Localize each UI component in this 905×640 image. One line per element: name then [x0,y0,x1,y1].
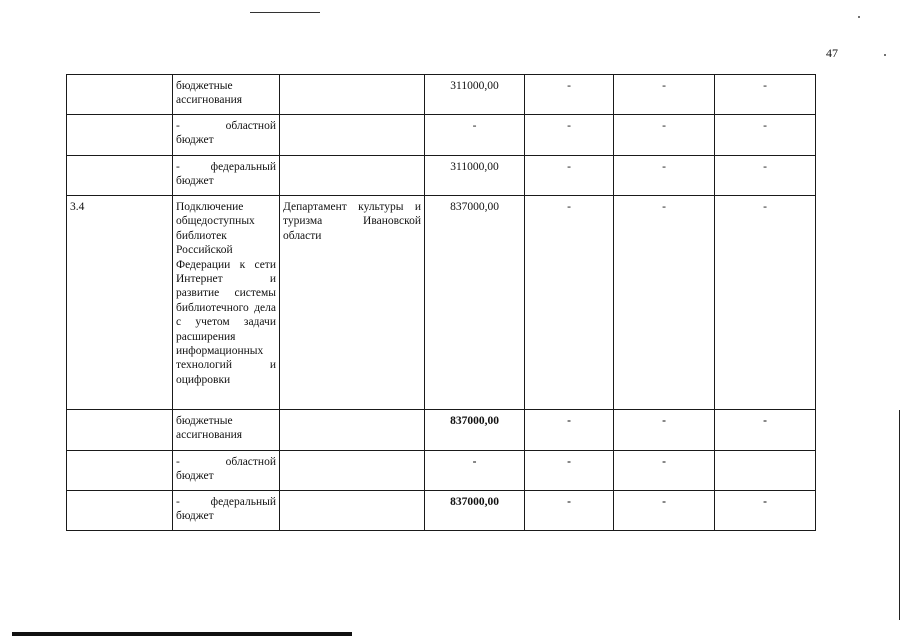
value-cell: - [715,196,816,410]
scan-speck [884,54,886,56]
scan-speck [858,16,860,18]
amount-cell: 311000,00 [425,156,525,196]
table-row [67,75,816,115]
item-label-cell [173,156,280,196]
table-row [67,491,816,531]
label-dash: - [176,120,180,132]
label-word: федеральный [210,161,276,173]
label-word: федеральный [210,496,276,508]
responsible-cell [280,75,425,115]
label-word: областной [225,456,276,468]
label-rest: бюджет [176,175,214,188]
value-cell: - [525,156,614,196]
item-label-cell [173,451,280,491]
responsible-cell [280,491,425,531]
value-cell: - [715,491,816,531]
item-label-cell: бюджетные ассигнования [173,410,280,451]
table-row [67,451,816,491]
item-number-cell [67,156,173,196]
scan-bottom-bar [12,632,352,636]
responsible-cell: Департамент культуры и туризма Ивановской области [280,196,425,410]
item-number-cell [67,115,173,156]
value-cell: - [715,156,816,196]
item-number-cell [67,491,173,531]
table-row [67,115,816,156]
amount-cell: 837000,00 [425,196,525,410]
value-cell: - [525,75,614,115]
value-cell: - [525,451,614,491]
value-cell: - [525,196,614,410]
label-word: областной [225,120,276,132]
item-number-cell [67,75,173,115]
amount-cell: 311000,00 [425,75,525,115]
value-cell: - [715,410,816,451]
value-cell: - [614,196,715,410]
amount-cell: - [425,115,525,156]
label-rest: бюджет [176,510,214,523]
label-rest: бюджет [176,134,214,147]
label-dash: - [176,456,180,468]
table-row [67,196,816,410]
responsible-cell [280,156,425,196]
value-cell: - [614,410,715,451]
table-row [67,156,816,196]
header-rule [250,12,320,13]
value-cell: - [525,491,614,531]
item-label-cell: Подключение общедоступных библиотек Российской Федерации к сети Интернет и развитие системы библиотечного дела с учетом задачи расширения информационных технологий и оцифровки [173,196,280,410]
value-cell: - [614,115,715,156]
item-label-cell: бюджетные ассигнования [173,75,280,115]
item-label-cell [173,115,280,156]
label-dash: - [176,161,180,173]
item-number-cell [67,410,173,451]
item-number-cell [67,451,173,491]
responsible-cell [280,410,425,451]
responsible-cell [280,115,425,156]
item-number-cell: 3.4 [67,196,173,410]
table-row [67,410,816,451]
item-label-cell [173,491,280,531]
value-cell: - [614,156,715,196]
value-cell: - [525,115,614,156]
responsible-cell [280,451,425,491]
value-cell: - [715,115,816,156]
value-cell: - [614,75,715,115]
value-cell: - [614,451,715,491]
value-cell: - [525,410,614,451]
amount-cell: 837000,00 [425,410,525,451]
label-rest: бюджет [176,470,214,483]
value-cell: - [715,75,816,115]
label-dash: - [176,496,180,508]
value-cell [715,451,816,491]
page-number: 47 [826,46,838,60]
value-cell: - [614,491,715,531]
amount-cell: - [425,451,525,491]
scan-edge-line [899,410,900,620]
budget-table [66,74,816,531]
amount-cell: 837000,00 [425,491,525,531]
